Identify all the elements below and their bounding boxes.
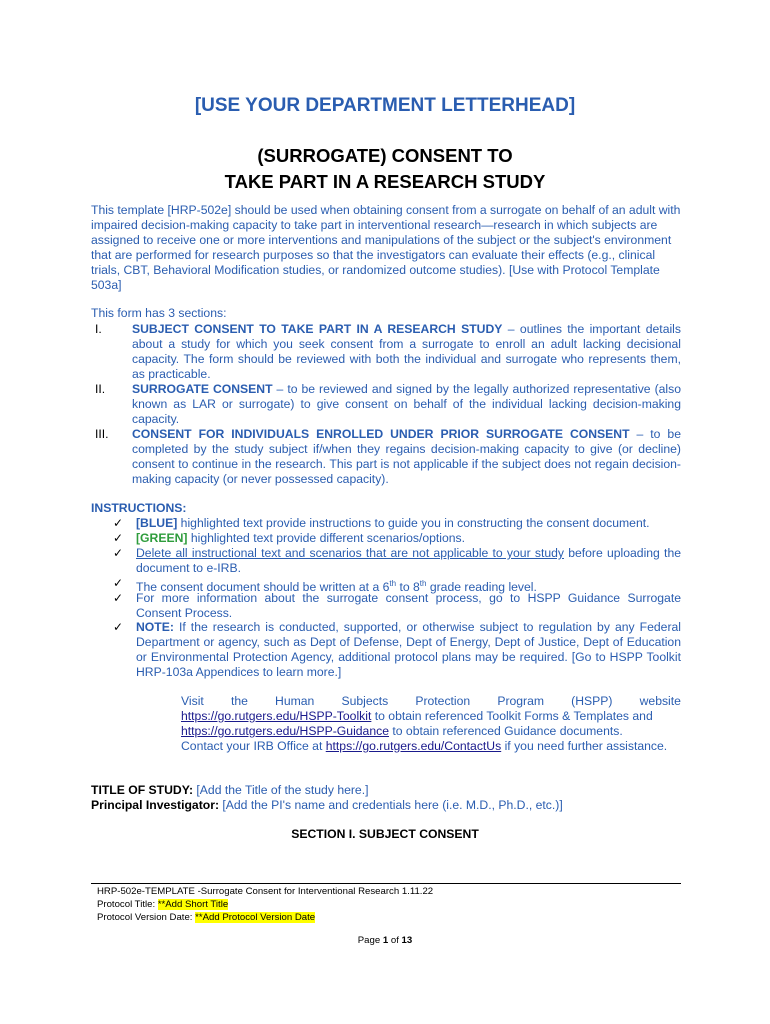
note-label: NOTE:	[136, 620, 174, 634]
visit-line-3: https://go.rutgers.edu/HSPP-Guidance to obtain referenced Guidance documents.	[181, 724, 623, 738]
hspp-guidance-link[interactable]: https://go.rutgers.edu/HSPP-Guidance	[181, 724, 389, 738]
pi-label: Principal Investigator:	[91, 798, 219, 812]
instruction-item-more-info: ✓ For more information about the surrogate consent process, go to HSPP Guidance Surrogate Consent Process.	[113, 591, 681, 620]
hspp-toolkit-link[interactable]: https://go.rutgers.edu/HSPP-Toolkit	[181, 709, 372, 723]
contact-us-link[interactable]: https://go.rutgers.edu/ContactUs	[325, 739, 502, 753]
section-text: – to be reviewed and signed by the legally authorized representative (also known as LAR or surrogate) to give consent on behalf of the individual lacking decision-making capacity.	[132, 382, 681, 426]
instruction-item-blue: ✓ [BLUE] highlighted text provide instructions to guide you in constructing the consent document.	[113, 516, 650, 530]
intro-paragraph: This template [HRP-502e] should be used when obtaining consent from a surrogate on behalf of an adult with impaired decision-making capacity to take part in interventional research—research in which subjects are assigned to receive one or more interventions and manipulations of the subject or the subject's environment that are performed for research purposes so that the investigators can evaluate their effects (e.g., clinical trials, CBT, Behavioral Modification studies, or randomized outcome studies). [Use with Protocol Template 503a]	[91, 203, 681, 292]
instruction-item-delete: ✓ Delete all instructional text and scenarios that are not applicable to your study before uploading the document to e-IRB.	[113, 546, 681, 575]
section-i-heading: SECTION I. SUBJECT CONSENT	[291, 827, 479, 841]
section-number: II.	[95, 382, 106, 396]
letterhead-placeholder: [USE YOUR DEPARTMENT LETTERHEAD]	[194, 95, 576, 116]
page-number: Page 1 of 13	[357, 935, 413, 946]
checkmark-icon: ✓	[113, 546, 124, 560]
blue-tag: [BLUE]	[136, 516, 178, 530]
instruction-item-note: ✓ NOTE: If the research is conducted, supported, or otherwise subject to regulation by any Federal Department or agency, such as Dept of Defense, Dept of Energy, Dept of Justice, Dept of Education or Environmental Protection Agency, additional protocol plans may be required. [Go to HSPP Toolkit HRP-103a Appendices to learn more.]	[113, 620, 681, 679]
principal-investigator-line	[91, 798, 563, 813]
section-text: – to be completed by the study subject if/when they regains decision-making capacity to give (or decline) consent to continue in the research. This part is not applicable if the subject does not regain decision-making capacity (or never possessed capacity).	[132, 427, 681, 486]
section-heading: SURROGATE CONSENT	[132, 382, 273, 396]
checkmark-icon: ✓	[113, 591, 124, 605]
document-title	[0, 143, 770, 195]
visit-line-2: https://go.rutgers.edu/HSPP-Toolkit to obtain referenced Toolkit Forms & Templates and	[181, 709, 653, 723]
checkmark-icon: ✓	[113, 516, 124, 530]
footer-protocol-date: Protocol Version Date: **Add Protocol Version Date	[97, 912, 316, 923]
sections-lead: This form has 3 sections:	[91, 306, 227, 320]
visit-line-1: Visit the Human Subjects Protection Program (HSPP) website	[181, 694, 681, 708]
footer-protocol-title: Protocol Title: **Add Short Title	[97, 899, 229, 910]
page-footer	[97, 885, 433, 924]
section-item-2	[91, 382, 681, 427]
study-title-value: [Add the Title of the study here.]	[193, 783, 369, 797]
section-item-3	[91, 427, 681, 487]
instruction-item-reading-level: ✓ The consent document should be written at a 6th to 8th grade reading level.	[113, 576, 537, 595]
section-text: – outlines the important details about a study for which you seek consent from a surrogate to enroll an adult lacking decisional capacity. The form should be reviewed with both the individual and surrogate who represents them, as practicable.	[132, 322, 681, 381]
checkmark-icon: ✓	[113, 576, 124, 590]
footer-divider	[91, 883, 681, 884]
section-heading: SUBJECT CONSENT TO TAKE PART IN A RESEARCH STUDY	[132, 322, 503, 336]
instructions-heading: INSTRUCTIONS:	[91, 501, 187, 515]
hspp-visit-block	[181, 694, 681, 754]
visit-line-4: Contact your IRB Office at https://go.rutgers.edu/ContactUs if you need further assistance.	[181, 739, 668, 753]
instruction-item-green: ✓ [GREEN] highlighted text provide different scenarios/options.	[113, 531, 466, 545]
section-number: III.	[95, 427, 109, 441]
section-heading: CONSENT FOR INDIVIDUALS ENROLLED UNDER PRIOR SURROGATE CONSENT	[132, 427, 630, 441]
checkmark-icon: ✓	[113, 620, 124, 634]
section-item-1	[91, 322, 681, 382]
study-title-line	[91, 783, 368, 798]
study-title-label: TITLE OF STUDY:	[91, 783, 194, 797]
footer-template-id: HRP-502e-TEMPLATE -Surrogate Consent for Interventional Research 1.11.22	[97, 886, 434, 897]
section-number: I.	[95, 322, 102, 336]
pi-value: [Add the PI's name and credentials here (i.e. M.D., Ph.D., etc.)]	[219, 798, 563, 812]
green-tag: [GREEN]	[136, 531, 188, 545]
checkmark-icon: ✓	[113, 531, 124, 545]
title-line-1: (SURROGATE) CONSENT TO	[257, 145, 513, 166]
title-line-2: TAKE PART IN A RESEARCH STUDY	[224, 171, 546, 192]
